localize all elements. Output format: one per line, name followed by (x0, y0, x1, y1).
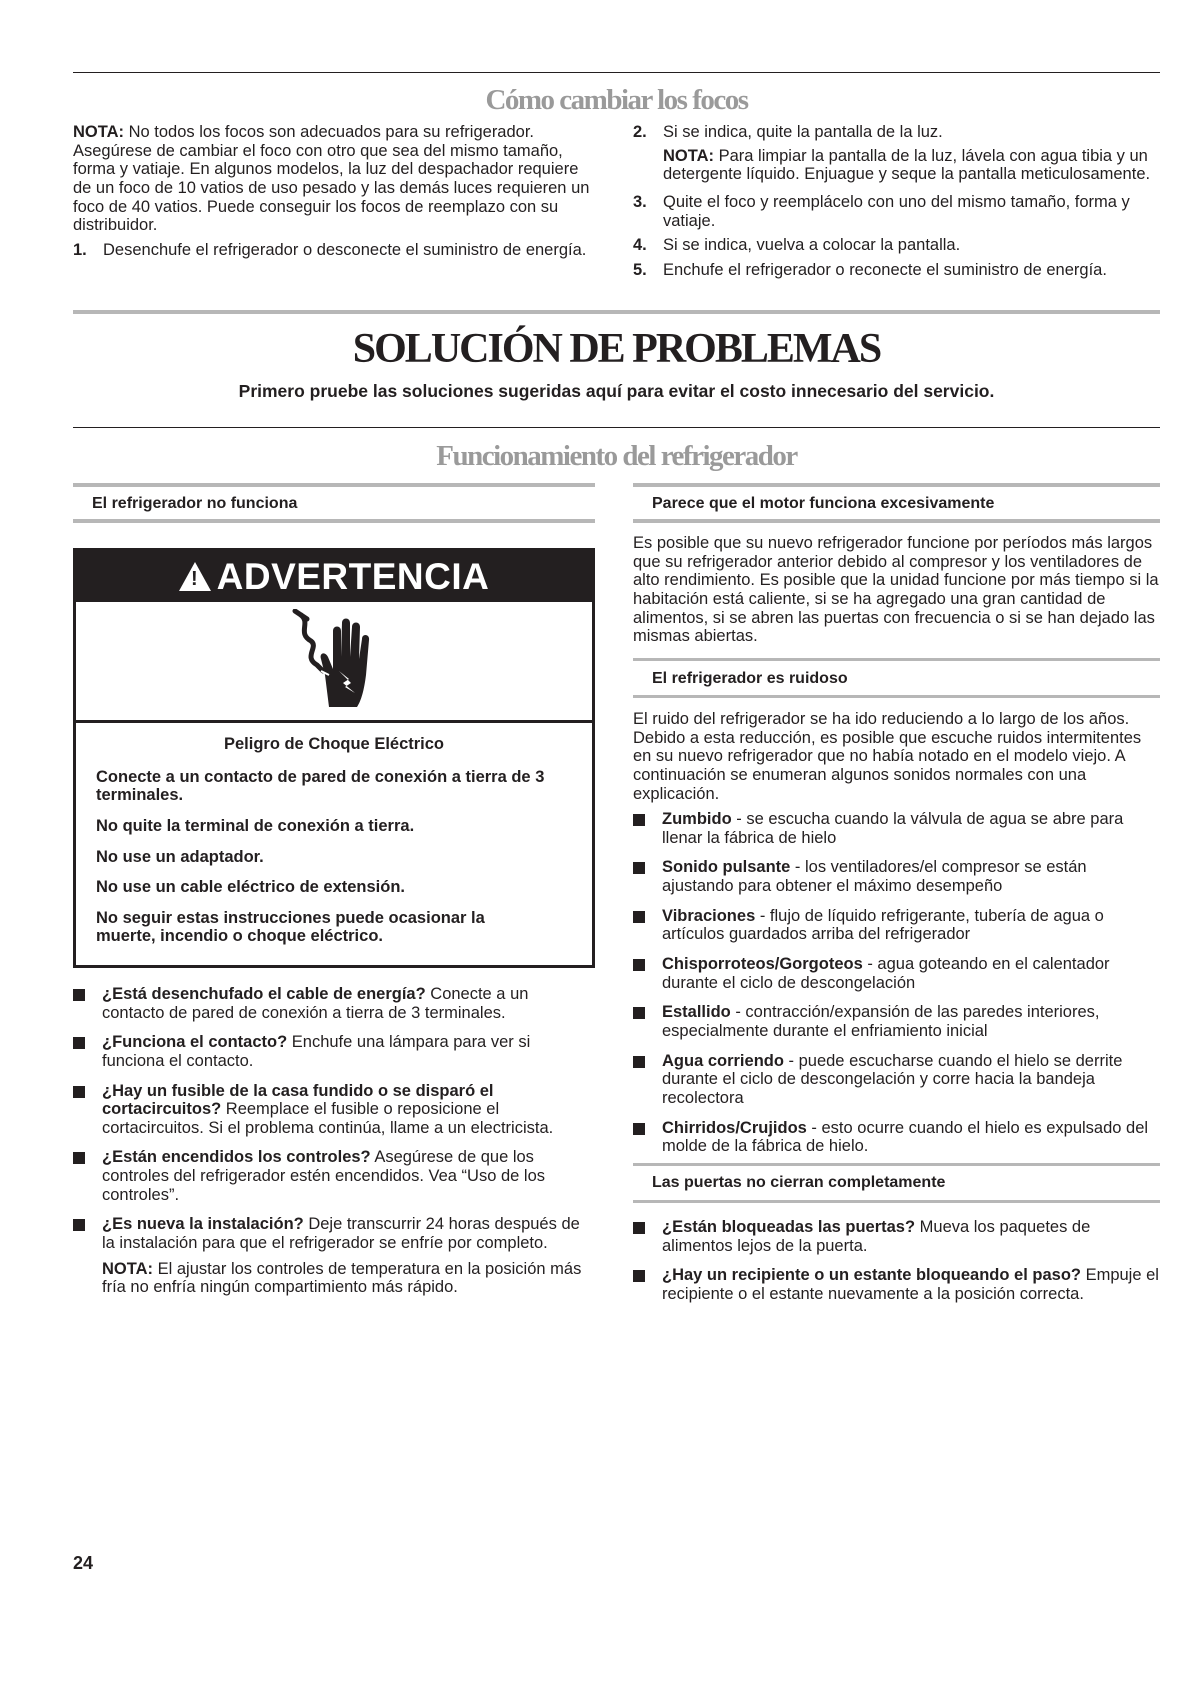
list-item: ¿Es nueva la instalación? Deje transcurrir 24 horas después de la instalación para que el refrigerador se enfríe por completo. (73, 1215, 595, 1252)
bullet-icon (73, 1037, 85, 1049)
bulbs-step-3: 3. Quite el foco y reemplácelo con uno del mismo tamaño, forma y vatiaje. (633, 192, 1130, 230)
doors-bottom-rule (633, 1200, 1160, 1203)
noisy-heading: El refrigerador es ruidoso (652, 670, 848, 687)
bullet-icon (633, 1007, 645, 1019)
list-item: Agua corriendo - puede escucharse cuando el hielo se derrite durante el ciclo de descongelación y corre hacia la bandeja recolectora (633, 1052, 1160, 1108)
warning-line-4: No use un cable eléctrico de extensión. (96, 878, 406, 897)
bullet-icon (633, 911, 645, 923)
bulbs-step-2-note: NOTA: Para limpiar la pantalla de la luz, lávela con agua tibia y un detergente líquido. Enjuague y seque la pantalla meticulosamente. (663, 146, 1151, 184)
noisy-text: El ruido del refrigerador se ha ido reduciendo a lo largo de los años. Debido a esta reducción, es posible que escuche ruidos intermitentes en su nuevo refrigerador que no había notado en el modelo viejo. A continuación se enumeran algunos sonidos normales con una explicación. (633, 710, 1142, 803)
troubleshooting-intro: Primero pruebe las soluciones sugeridas aquí para evitar el costo innecesario del servicio. (238, 381, 995, 401)
bullet-icon (633, 814, 645, 826)
bulbs-step-5: 5. Enchufe el refrigerador o reconecte el suministro de energía. (633, 260, 1107, 279)
list-item: Estallido - contracción/expansión de las paredes interiores, especialmente durante el enfriamiento inicial (633, 1003, 1160, 1040)
bulbs-right-column (633, 123, 1160, 285)
list-item: Chisporroteos/Gorgoteos - agua goteando en el calentador durante el ciclo de descongelación (633, 955, 1160, 992)
bullet-icon (633, 1222, 645, 1234)
warning-line-2: No quite la terminal de conexión a tierra. (96, 816, 415, 835)
bulbs-step-4: 4. Si se indica, vuelva a colocar la pantalla. (633, 236, 961, 255)
bullet-icon (73, 989, 85, 1001)
not-working-bottom-rule (73, 519, 595, 523)
list-item: Vibraciones - flujo de líquido refrigerante, tubería de agua o artículos guardados arriba del refrigerador (633, 907, 1160, 944)
warning-image (76, 602, 592, 723)
bullet-icon (633, 1270, 645, 1282)
not-working-top-rule (73, 483, 595, 487)
top-rule (73, 72, 1160, 73)
list-item: ¿Están bloqueadas las puertas? Mueva los paquetes de alimentos lejos de la puerta. (633, 1218, 1160, 1255)
bullet-icon (633, 1056, 645, 1068)
motor-heading: Parece que el motor funciona excesivamente (652, 495, 995, 512)
bulbs-left-column (73, 123, 593, 265)
warning-box (73, 548, 595, 968)
not-working-heading: El refrigerador no funciona (92, 495, 298, 512)
warning-title: ADVERTENCIA (216, 555, 490, 597)
list-item: Zumbido - se escucha cuando la válvula de agua se abre para llenar la fábrica de hielo (633, 810, 1160, 847)
section-rule (73, 310, 1160, 314)
warning-hazard: Peligro de Choque Eléctrico (223, 735, 445, 753)
page-number: 24 (73, 1553, 94, 1573)
list-item: ¿Hay un recipiente o un estante bloqueando el paso? Empuje el recipiente o el estante nuevamente a la posición correcta. (633, 1266, 1160, 1303)
not-working-list (73, 985, 595, 1297)
bulbs-note: NOTA: No todos los focos son adecuados para su refrigerador. Asegúrese de cambiar el foco con otro que sea del mismo tamaño, forma y vatiaje. En algunos modelos, la luz del despachador requiere de un foco de 10 vatios de uso pesado y las demás luces requieren un foco de 40 vatios. Puede conseguir los focos de reemplazo con su distribuidor. (73, 123, 590, 235)
bullet-icon (633, 1123, 645, 1135)
bulbs-step-2: 2. Si se indica, quite la pantalla de la luz. (633, 123, 943, 141)
warning-triangle-icon: ! (179, 562, 211, 591)
subsection-rule (73, 427, 1160, 428)
motor-bottom-rule (633, 519, 1160, 523)
list-item: ¿Hay un fusible de la casa fundido o se disparó el cortacircuitos? Reemplace el fusible o reposicione el cortacircuitos. Si el problema continúa, llame a un electricista. (73, 1082, 595, 1138)
refrigerator-operation-title: Funcionamiento del refrigerador (436, 440, 797, 472)
warning-header (76, 551, 592, 602)
bullet-icon (73, 1219, 85, 1231)
motor-text: Es posible que su nuevo refrigerador funcione por períodos más largos que su refrigerador anterior debido al compresor y los ventiladores de alto rendimiento. Es posible que la unidad funcione por más tiempo si la habitación está caliente, si se ha agregado una gran cantidad de alimentos, si se abren las puertas con frecuencia o si se han dejado las mismas abiertas. (633, 534, 1159, 646)
list-item: ¿Está desenchufado el cable de energía? Conecte a un contacto de pared de conexión a tierra de 3 terminales. (73, 985, 595, 1022)
doors-top-rule (633, 1163, 1160, 1166)
list-item: Sonido pulsante - los ventiladores/el compresor se están ajustando para obtener el máximo desempeño (633, 858, 1160, 895)
doors-heading: Las puertas no cierran completamente (652, 1174, 946, 1191)
bullet-icon (633, 959, 645, 971)
bulbs-step-1: 1. Desenchufe el refrigerador o desconecte el suministro de energía. (73, 240, 587, 259)
not-working-note: NOTA: El ajustar los controles de temperatura en la posición más fría no enfría ningún compartimiento más rápido. (102, 1259, 582, 1297)
doors-list (633, 1218, 1160, 1315)
noisy-section (633, 710, 1160, 1167)
motor-top-rule (633, 483, 1160, 487)
noisy-bottom-rule (633, 695, 1160, 698)
electric-shock-hand-icon (289, 609, 379, 713)
list-item: ¿Están encendidos los controles? Asegúrese de que los controles del refrigerador estén encendidos. Vea “Uso de los controles”. (73, 1148, 595, 1204)
bullet-icon (633, 862, 645, 874)
list-item: ¿Funciona el contacto? Enchufe una lámpara para ver si funciona el contacto. (73, 1033, 595, 1070)
troubleshooting-title: SOLUCIÓN DE PROBLEMAS (352, 326, 881, 372)
noisy-top-rule (633, 658, 1160, 661)
list-item: Chirridos/Crujidos - esto ocurre cuando el hielo es expulsado del molde de la fábrica de hielo. (633, 1119, 1160, 1156)
bullet-icon (73, 1086, 85, 1098)
bulbs-title: Cómo cambiar los focos (485, 84, 748, 116)
bullet-icon (73, 1152, 85, 1164)
warning-text (76, 723, 592, 946)
warning-line-5: No seguir estas instrucciones puede ocasionar la muerte, incendio o choque eléctrico. (96, 908, 485, 946)
warning-line-3: No use un adaptador. (96, 847, 264, 866)
warning-line-1: Conecte a un contacto de pared de conexión a tierra de 3 terminales. (96, 767, 545, 805)
